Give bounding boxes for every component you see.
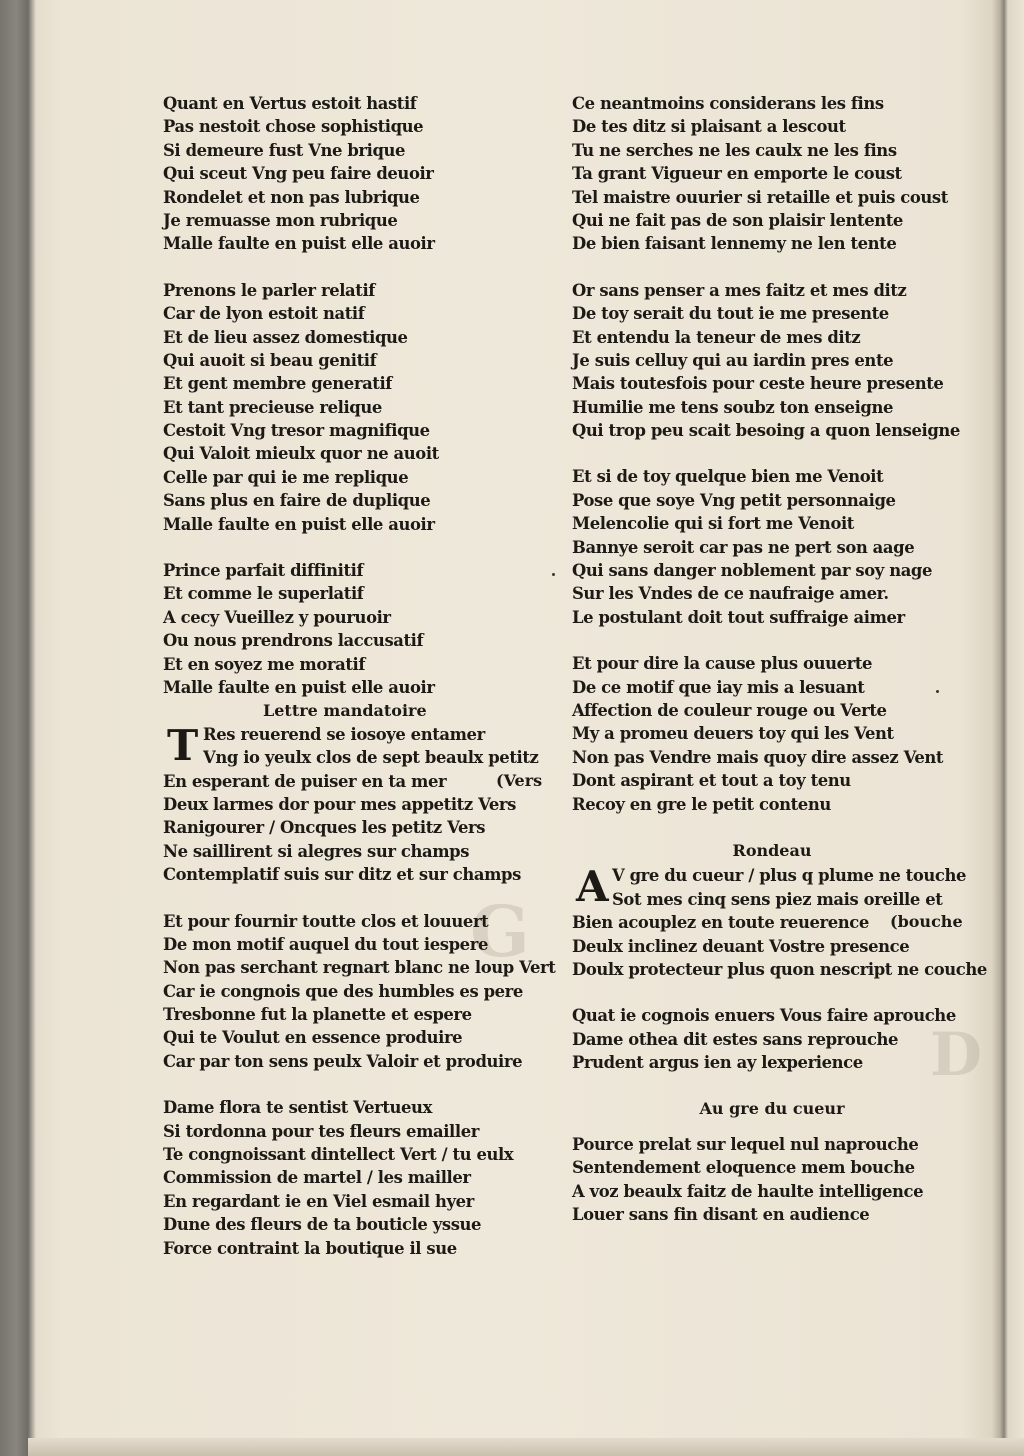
verse-line: Qui trop peu scait besoing a quon lenseigne [572,421,960,441]
stanza [572,1004,972,1074]
verse-line: En regardant ie en Viel esmail hyer [163,1191,474,1211]
verse-line: De mon motif auquel du tout iespere [163,934,488,954]
stanza [572,279,972,443]
verse-line: Si tordonna pour tes fleurs emailler [163,1121,479,1141]
refrain-heading: Au gre du cueur [699,1099,845,1119]
verse-line: Car par ton sens peulx Valoir et produire [163,1051,523,1071]
verse-line: Rondelet et non pas lubrique [163,187,420,207]
verse-line: Prudent argus ien ay lexperience [572,1053,863,1073]
verse-line: Doulx protecteur plus quon nescript ne couche [572,959,987,979]
drop-cap: A [576,862,609,912]
show-through-letter: D [930,1020,983,1090]
verse-line: Ou nous prendrons laccusatif [163,631,424,651]
verse-line: Dont aspirant et tout a toy tenu [572,771,851,791]
verse-line: Contemplatif suis sur ditz et sur champs [163,865,521,885]
page-bottom-edge [28,1438,1024,1456]
verse-line: Non pas Vendre mais quoy dire assez Vent [572,747,944,767]
verse-line: Force contraint la boutique il sue [163,1238,457,1258]
verse-line: A voz beaulx faitz de haulte intelligence [572,1181,924,1201]
verse-line: Bannye seroit car pas ne pert son aage [572,537,915,557]
verse-line: Deulx inclinez deuant Vostre presence [572,936,910,956]
verse-line: Tresbonne fut la planette et espere [163,1005,472,1025]
stanza [163,92,553,256]
verse-line: Res reuerend se iosoye entamer [203,724,485,744]
verse-line: Ta grant Vigueur en emporte le coust [572,164,902,184]
verse-line: De ce motif que iay mis a lesuant [572,677,865,697]
verse-line: Cestoit Vng tresor magnifique [163,421,430,441]
verse-line: Celle par qui ie me replique [163,467,409,487]
verse-line: Bien acouplez en toute reuerence [572,913,869,933]
drop-cap: T [167,720,199,770]
verse-line: En esperant de puiser en ta mer [163,771,447,791]
lettre-block [163,720,553,887]
verse-line: Malle faulte en puist elle auoir [163,677,435,697]
catchword: (bouche [890,912,963,932]
verse-line: Deux larmes dor pour mes appetitz Vers [163,794,516,814]
verse-line: Prenons le parler relatif [163,280,375,300]
verse-line: Dame othea dit estes sans reprouche [572,1029,899,1049]
verse-line: Melencolie qui si fort me Venoit [572,514,854,534]
verse-line: Dame flora te sentist Vertueux [163,1098,432,1118]
verse-line: Si demeure fust Vne brique [163,140,406,160]
verse-line: V gre du cueur / plus q plume ne touche [612,866,966,886]
verse-line: Je remuasse mon rubrique [163,210,398,230]
verse-line: Ce neantmoins considerans les fins [572,94,884,113]
verse-line: Affection de couleur rouge ou Verte [572,700,887,720]
verse-line: Et pour fournir toutte clos et louuert [163,911,489,931]
verse-line: Qui sceut Vng peu faire deuoir [163,164,434,184]
verse-line: Tu ne serches ne les caulx ne les fins [572,140,897,160]
verse-line: De bien faisant lennemy ne len tente [572,234,897,254]
verse-line: Te congnoissant dintellect Vert / tu eulx [163,1145,514,1165]
verse-line: Car de lyon estoit natif [163,304,365,324]
verse-line: Sot mes cinq sens piez mais oreille et [612,889,943,909]
verse-line: Sentendement eloquence mem bouche [572,1158,915,1178]
catchword: (Vers [496,770,543,790]
verse-line: My a promeu deuers toy qui les Vent [572,724,894,744]
verse-line: Malle faulte en puist elle auoir [163,234,435,254]
stanza [163,1096,553,1260]
verse-line: Qui Valoit mieulx quor ne auoit [163,444,439,464]
ink-mark [552,573,555,576]
verse-line: Or sans penser a mes faitz et mes ditz [572,280,907,300]
show-through-letter: G [470,890,530,973]
verse-line: Et comme le superlatif [163,584,364,604]
verse-line: Qui sans danger noblement par soy nage [572,561,933,581]
verse-line: Pource prelat sur lequel nul naprouche [572,1134,919,1154]
verse-line: Et de lieu assez domestique [163,327,408,347]
verse-line: Ne saillirent si alegres sur champs [163,841,470,861]
verse-line: Quat ie cognois enuers Vous faire aprouche [572,1006,956,1026]
verse-line: Prince parfait diffinitif [163,561,364,581]
verse-line: Pas nestoit chose sophistique [163,117,424,137]
verse-line: Ranigourer / Oncques les petitz Vers [163,818,486,838]
verse-line: Qui ne fait pas de son plaisir lentente [572,210,903,230]
stanza [163,910,556,1074]
verse-line: Malle faulte en puist elle auoir [163,514,435,534]
verse-line: Vng io yeulx clos de sept beaulx petitz [203,748,539,768]
stanza [572,92,972,256]
verse-line: Le postulant doit tout suffraige aimer [572,607,905,627]
ink-mark [936,690,939,693]
verse-line: Recoy en gre le petit contenu [572,794,831,814]
stanza [572,1133,972,1227]
verse-line: Commission de martel / les mailler [163,1168,471,1188]
verse-line: Et tant precieuse relique [163,397,382,417]
verse-line: Sans plus en faire de duplique [163,491,431,511]
verse-line: Qui auoit si beau genitif [163,350,377,370]
verse-line: Et gent membre generatif [163,374,392,394]
rondeau-block [572,862,987,981]
section-heading-rondeau: Rondeau [732,840,812,860]
verse-line: Et si de toy quelque bien me Venoit [572,467,884,487]
verse-line: Pose que soye Vng petit personnaige [572,490,896,510]
verse-line: Je suis celluy qui au iardin pres ente [572,350,894,370]
left-column [163,92,556,1283]
verse-line: Sur les Vndes de ce naufraige amer. [572,584,889,604]
stanza [163,559,553,699]
stanza [572,465,972,629]
verse-line: Quant en Vertus estoit hastif [163,94,417,113]
verse-line: Tel maistre ouurier si retaille et puis coust [572,187,948,207]
verse-line: De toy serait du tout ie me presente [572,304,889,324]
verse-line: Louer sans fin disant en audience [572,1205,870,1225]
verse-line: Dune des fleurs de ta bouticle yssue [163,1215,482,1235]
verse-line: A cecy Vueillez y pouruoir [163,607,391,627]
verse-line: Et entendu la teneur de mes ditz [572,327,861,347]
verse-line: Et en soyez me moratif [163,654,366,674]
section-heading-lettre: Lettre mandatoire [263,701,427,721]
verse-line: Non pas serchant regnart blanc ne loup Vert [163,958,556,978]
verse-line: Car ie congnois que des humbles es pere [163,981,523,1001]
verse-line: Mais toutesfois pour ceste heure presente [572,374,944,394]
verse-line: Qui te Voulut en essence produire [163,1028,463,1048]
verse-line: De tes ditz si plaisant a lescout [572,117,846,137]
verse-line: Humilie me tens soubz ton enseigne [572,397,893,417]
verse-line: Et pour dire la cause plus ouuerte [572,654,873,674]
stanza [572,652,972,816]
stanza [163,279,553,536]
right-column [572,92,987,1249]
